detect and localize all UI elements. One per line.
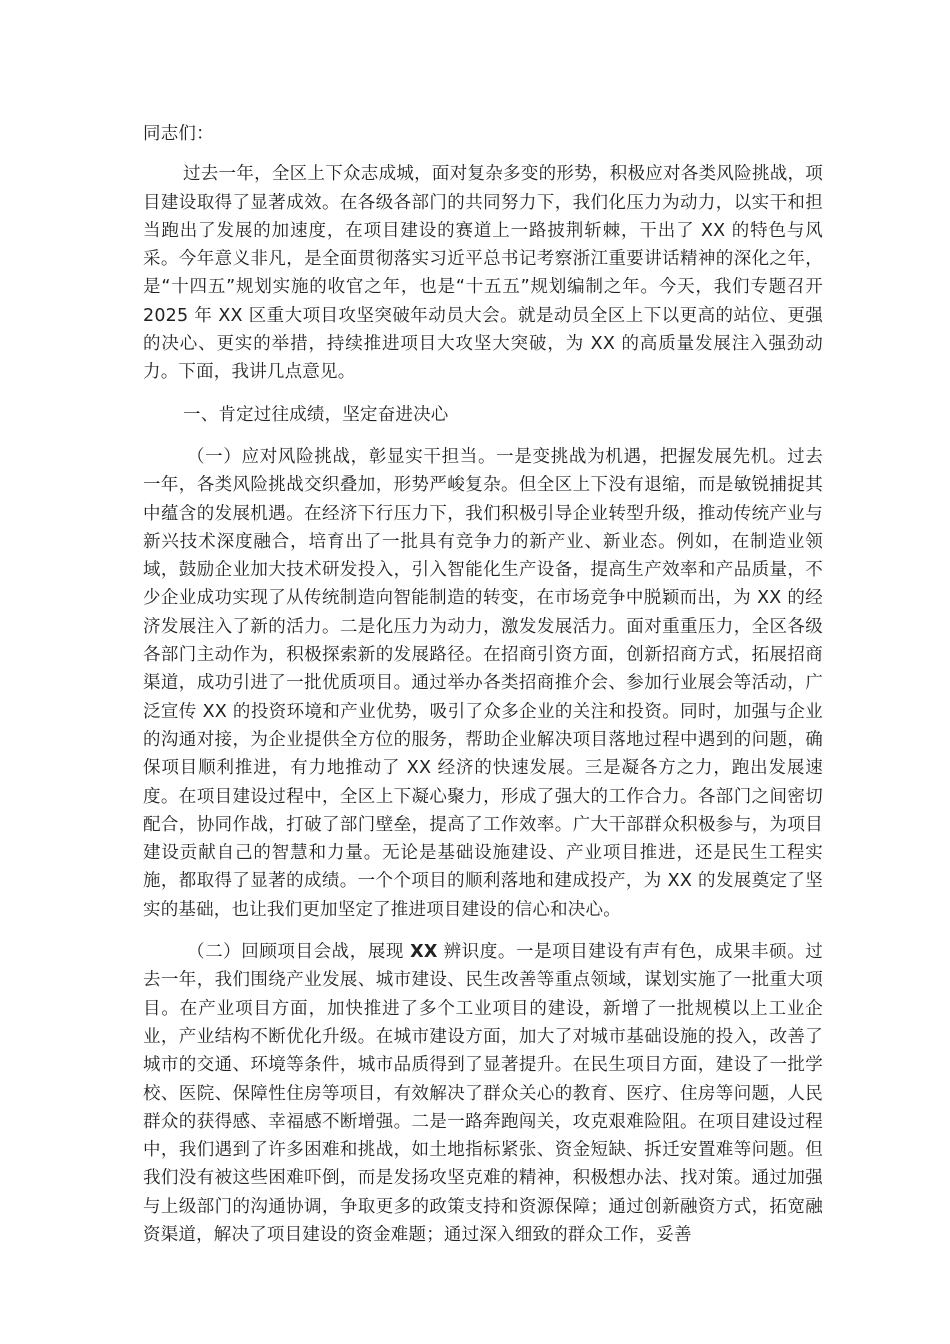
paragraph-2-rest: 辨识度。一是项目建设有声有色，成果丰硕。过去一年，我们围绕产业发展、城市建设、民生改善等重点领域，谋划实施了一批重大项目。在产业项目方面，加快推进了多个工业项目的建设，新增了一批规模以上工业企业，产业结构不断优化升级。在城市建设方面，加大了对城市基础设施的投入，改善了城市的交通、环境等条件，城市品质得到了显著提升。在民生项目方面，建设了一批学校、医院、保障性住房等项目，有效解决了群众关心的教育、医疗、住房等问题，人民群众的获得感、幸福感不断增强。二是一路奔跑闯关，攻克艰难险阻。在项目建设过程中，我们遇到了许多困难和挑战，如土地指标紧张、资金短缺、拆迁安置难等问题。但我们没有被这些困难吓倒，而是发扬攻坚克难的精神，积极想办法、找对策。通过加强与上级部门的沟通协调，争取更多的政策支持和资源保障；通过创新融资方式，拓宽融资渠道，解决了项目建设的资金难题；通过深入细致的群众工作，妥善 — [143, 942, 823, 1245]
salutation: 同志们： — [143, 124, 214, 144]
paragraph-2-prefix: （二）回顾项目会战，展现 — [187, 942, 411, 963]
paragraph-2-bold: XX — [410, 942, 438, 963]
section-heading-1: 一、肯定过往成绩，坚定奋进决心 — [183, 404, 449, 425]
document-page — [143, 120, 823, 1263]
intro-paragraph: 过去一年，全区上下众志成城，面对复杂多变的形势，积极应对各类风险挑战，项目建设取得了显著成效。在各级各部门的共同努力下，我们化压力为动力，以实干和担当跑出了发展的加速度，在项目建设的赛道上一路披荆斩棘，干出了 XX 的特色与风采。今年意义非凡，是全面贯彻落实习近平总书记考察浙江重要讲话精神的深化之年，是“十四五”规划实施的收官之年，也是“十五五”规划编制之年。今天，我们专题召开 2025 年 XX 区重大项目攻坚突破年动员大会。就是动员全区上下以更高的站位、更强的决心、更实的举措，持续推进项目大攻坚大突破，为 XX 的高质量发展注入强劲动力。下面，我讲几点意见。 — [143, 164, 823, 383]
paragraph-2 — [143, 938, 823, 1249]
paragraph-1: （一）应对风险挑战，彰显实干担当。一是变挑战为机遇，把握发展先机。过去一年，各类风险挑战交织叠加，形势严峻复杂。但全区上下没有退缩，而是敏锐捕捉其中蕴含的发展机遇。在经济下行压力下，我们积极引导企业转型升级，推动传统产业与新兴技术深度融合，培育出了一批具有竞争力的新产业、新业态。例如，在制造业领域，鼓励企业加大技术研发投入，引入智能化生产设备，提高生产效率和产品质量，不少企业成功实现了从传统制造向智能制造的转变，在市场竞争中脱颖而出，为 XX 的经济发展注入了新的活力。二是化压力为动力，激发发展活力。面对重重压力，全区各级各部门主动作为，积极探索新的发展路径。在招商引资方面，创新招商方式，拓展招商渠道，成功引进了一批优质项目。通过举办各类招商推介会、参加行业展会等活动，广泛宣传 XX 的投资环境和产业优势，吸引了众多企业的关注和投资。同时，加强与企业的沟通对接，为企业提供全方位的服务，帮助企业解决项目落地过程中遇到的问题，确保项目顺利推进，有力地推动了 XX 经济的快速发展。三是凝各方之力，跑出发展速度。在项目建设过程中，全区上下凝心聚力，形成了强大的工作合力。各部门之间密切配合，协同作战，打破了部门壁垒，提高了工作效率。广大干部群众积极参与，为项目建设贡献自己的智慧和力量。无论是基础设施建设、产业项目推进，还是民生工程实施，都取得了显著的成绩。一个个项目的顺利落地和建成投产，为 XX 的发展奠定了坚实的基础，也让我们更加坚定了推进项目建设的信心和决心。 — [143, 446, 823, 920]
